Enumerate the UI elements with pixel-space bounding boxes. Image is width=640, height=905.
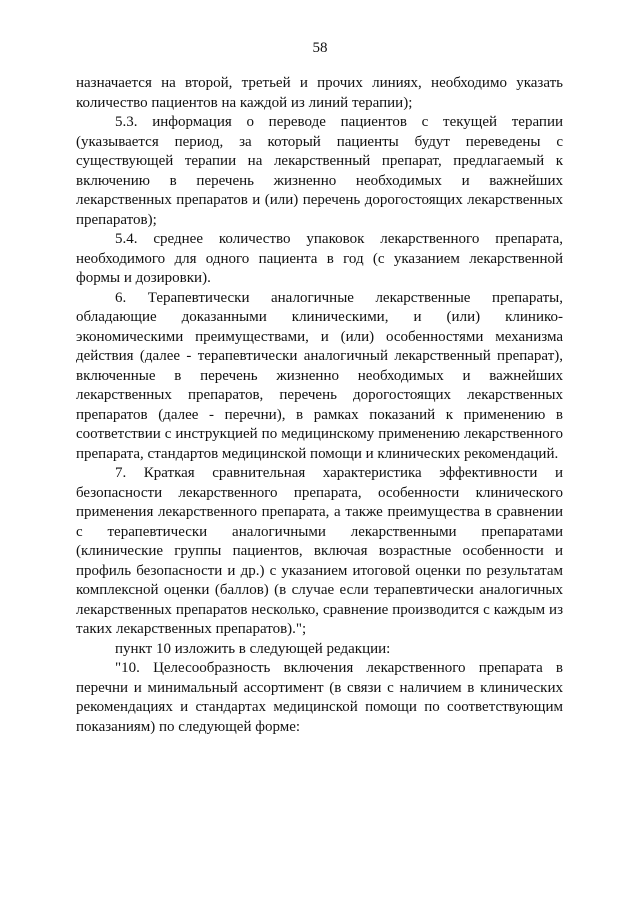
paragraph-7: 7. Краткая сравнительная характеристика эффективности и безопасности лекарственного препарата, особенности клинического применения лекарственного препарата, а также преимущества в сравнении с терапевтически аналогичными лекарственными препаратами (клинические группы пациентов, включая возрастные особенности и профиль безопасности и др.) с указанием итоговой оценки по результатам комплексной оценки (баллов) (в случае если терапевтически аналогичных лекарственных препаратов несколько, сравнение производится с каждым из таких лекарственных препаратов)."; [76, 465, 563, 637]
paragraph-continuation: назначается на второй, третьей и прочих линиях, необходимо указать количество пациентов на каждой из линий терапии); [76, 75, 563, 111]
paragraph-6: 6. Терапевтически аналогичные лекарственные препараты, обладающие доказанными клиническими, и (или) клинико-экономическими преимуществами, и (или) особенностями механизма действия (далее - терапевтически аналогичный лекарственный препарат), включенные в перечень жизненно необходимых и важнейших лекарственных препаратов, перечень дорогостоящих лекарственных препаратов (далее - перечни), в рамках показаний к применению в соответствии с инструкцией по медицинскому применению лекарственного препарата, стандартов медицинской помощи и клинических рекомендаций. [76, 289, 563, 462]
paragraph-10: "10. Целесообразность включения лекарственного препарата в перечни и минимальный ассортимент (в связи с наличием в клинических рекомендациях и стандартах медицинской помощи по соответствующим показаниям) по следующей форме: [76, 660, 563, 735]
page-number: 58 [312, 40, 328, 56]
paragraph-5-4: 5.4. среднее количество упаковок лекарственного препарата, необходимого для одного пациента в год (с указанием лекарственной формы и дозировки). [76, 231, 563, 286]
paragraph-instruction: пункт 10 изложить в следующей редакции: [115, 640, 391, 657]
paragraph-5-3: 5.3. информация о переводе пациентов с текущей терапии (указывается период, за который пациенты будут переведены с существующей терапии на лекарственный препарат, предлагаемый к включению в перечень жизненно необходимых и важнейших лекарственных препаратов и (или) перечень дорогостоящих лекарственных препаратов); [76, 114, 563, 228]
body-text [76, 74, 563, 737]
